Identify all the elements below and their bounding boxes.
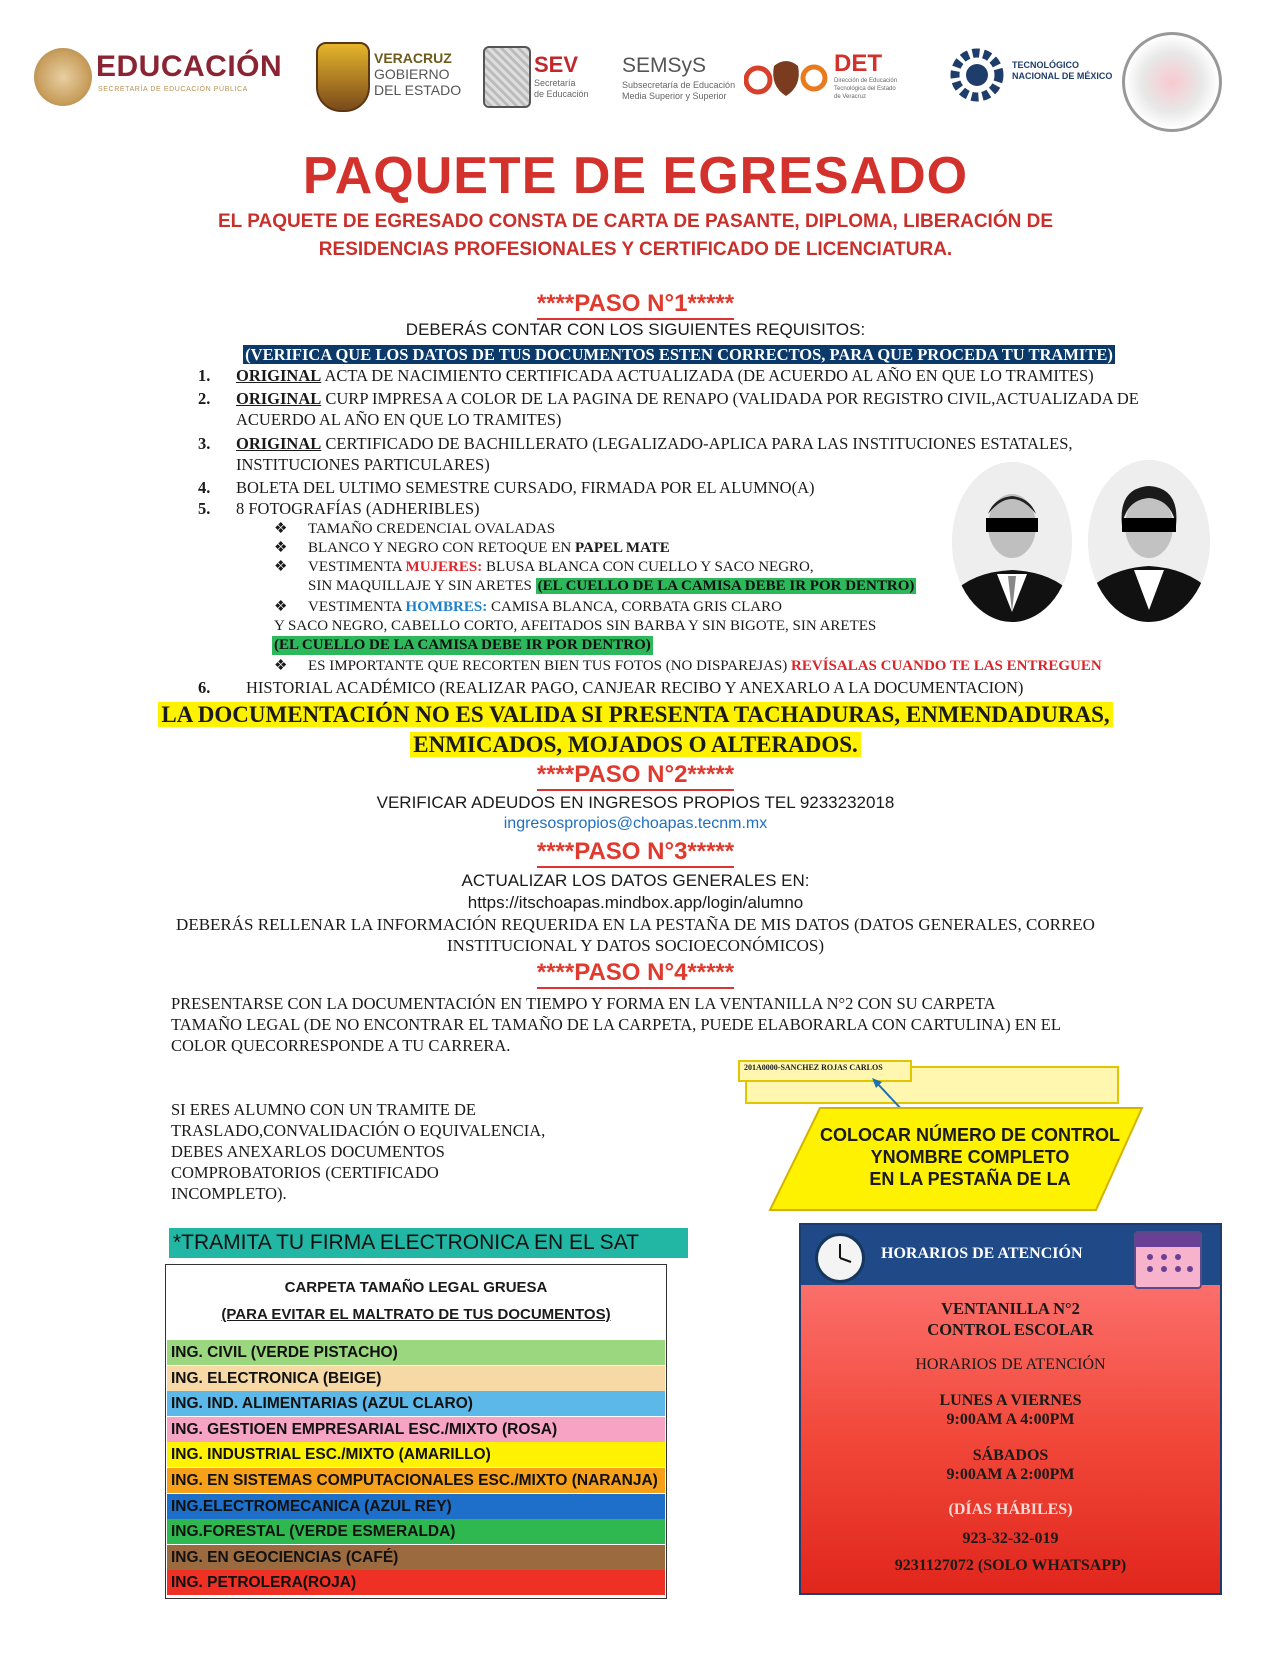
paso2-email-wrap [0,815,1271,833]
det-line3: de Veracruz [834,94,867,100]
schedule-card-header [801,1225,1220,1285]
tecnm-line1: TECNOLÓGICO [1012,60,1079,70]
ventanilla-label: VENTANILLA N°2 [941,1299,1080,1318]
paso4-heading-text: ****PASO N°4***** [537,959,734,989]
det-gears-icon [744,52,828,102]
subtitle-line2: RESIDENCIAS PROFESIONALES Y CERTIFICADO DE LICENCIATURA. [318,239,953,260]
paso1-verify-wrap [182,344,1176,366]
calendar-icon [1134,1231,1202,1289]
det-line2: Tecnológica del Estado [834,86,896,92]
carpeta-row: ING. CIVIL (VERDE PISTACHO) [167,1340,665,1365]
paso3-line1: ACTUALIZAR LOS DATOS GENERALES EN: [461,871,810,890]
carpeta-row: ING. IND. ALIMENTARIAS (AZUL CLARO) [167,1391,665,1416]
carpeta-row: ING. EN GEOCIENCIAS (CAFÉ) [167,1545,665,1570]
requirement-text-4: BOLETA DEL ULTIMO SEMESTRE CURSADO, FIRMADA POR EL ALUMNO(A) [236,478,815,497]
folder-tab-label: 201A0000-SANCHEZ ROJAS CARLOS [744,1063,883,1072]
semsys-title: SEMSyS [622,54,707,77]
diamond-bullet-icon: ❖ [274,540,288,556]
requirement-item-1 [198,366,1188,388]
requirement-strong-3: ORIGINAL [236,434,322,453]
requirement-item-2 [198,389,1188,433]
paso3-heading-text: ****PASO N°3***** [537,838,734,868]
saturday-hours: 9:00AM A 2:00PM [946,1466,1075,1483]
requirement-item-5 [198,499,898,521]
collar-note-women: (EL CUELLO DE LA CAMISA DEBE IR POR DENTRO) [537,578,915,594]
traslado-line1: SI ERES ALUMNO CON UN TRAMITE DE [171,1100,476,1119]
diamond-bullet-icon: ❖ [274,521,288,537]
det-title: DET [834,50,882,77]
weekday-hours: 9:00AM A 4:00PM [946,1411,1075,1428]
paso2-heading [0,761,1271,789]
schedule-horarios: HORARIOS DE ATENCIÓN [915,1356,1106,1373]
schedule-header-title: HORARIOS DE ATENCIÓN [881,1245,1083,1262]
clock-icon [815,1233,865,1283]
traslado-line2: TRASLADO,CONVALIDACIÓN O EQUIVALENCIA, [171,1121,546,1140]
traslado-line4: COMPROBATORIOS (CERTIFICADO [171,1163,439,1182]
paso4-heading [0,959,1271,987]
veracruz-line1: VERACRUZ [374,50,452,66]
paso1-verify-note: (VERIFICA QUE LOS DATOS DE TUS DOCUMENTOS ESTEN CORRECTOS, PARA QUE PROCEDA TU TRAMITE) [245,345,1113,364]
mindbox-url-link[interactable]: https://itschoapas.mindbox.app/login/alumno [467,893,804,912]
carpeta-row: ING. ELECTRONICA (BEIGE) [167,1366,665,1391]
sat-firma-banner: *TRAMITA TU FIRMA ELECTRONICA EN EL SAT [169,1228,688,1258]
subtitle-line1: EL PAQUETE DE EGRESADO CONSTA DE CARTA DE PASANTE, DIPLOMA, LIBERACIÓN DE [218,211,1053,232]
photo-bullet-1 [274,520,974,539]
control-escolar-label: CONTROL ESCOLAR [927,1320,1094,1339]
paso4-line3: COLOR QUECORRESPONDE A TU CARRERA. [171,1036,511,1055]
photo-bullet-1-text: TAMAÑO CREDENCIAL OVALADAS [308,521,556,537]
paso2-heading-text: ****PASO N°2***** [537,761,734,791]
photo-bullet-3 [274,558,974,577]
requirement-text-2: CURP IMPRESA A COLOR DE LA PAGINA DE RENAPO (VALIDADA POR REGISTRO CIVIL,ACTUALIZADA DE [321,389,1139,408]
diamond-bullet-icon: ❖ [274,658,288,674]
photo-bullet-4-line2-text: Y SACO NEGRO, CABELLO CORTO, AFEITADOS SIN BARBA Y SIN BIGOTE, SIN ARETES [274,618,877,634]
tecnm-gear-icon [950,40,1004,110]
folder-line2: YNOMBRE COMPLETO [870,1147,1070,1167]
photo-bullet-2-text: BLANCO Y NEGRO CON RETOQUE EN [308,540,575,556]
requirement-num-6: 6. [198,678,211,697]
photo-bullet-5-red: REVÍSALAS CUANDO TE LAS ENTREGUEN [791,658,1102,674]
its-choapas-seal-icon [1122,32,1222,132]
photo-bullet-4-key: HOMBRES: [405,599,488,615]
educacion-logo-title: EDUCACIÓN [96,50,283,83]
warning-line2: ENMICADOS, MOJADOS O ALTERADOS. [410,732,861,757]
photo-bullet-3-line2-text: SIN MAQUILLAJE Y SIN ARETES [308,578,532,594]
requirement-text-2b: ACUERDO AL AÑO EN QUE LO TRAMITES) [236,410,562,429]
mexico-seal-icon [34,48,92,106]
folder-instructions [760,1124,1180,1190]
schedule-whatsapp: 9231127072 (SOLO WHATSAPP) [894,1557,1127,1574]
paso1-intro: DEBERÁS CONTAR CON LOS SIGUIENTES REQUISITOS: [405,320,866,339]
veracruz-line2: GOBIERNO [374,66,450,82]
requirement-item-6 [198,678,1098,700]
photo-bullet-4-pre: VESTIMENTA [308,599,406,615]
veracruz-line3: DEL ESTADO [374,82,462,98]
warning-line1: LA DOCUMENTACIÓN NO ES VALIDA SI PRESENTA TACHADURAS, ENMENDADURAS, [158,702,1112,727]
folder-line3: EN LA PESTAÑA DE LA [869,1169,1071,1189]
traslado-line5: INCOMPLETO). [171,1184,287,1203]
paso4-line1: PRESENTARSE CON LA DOCUMENTACIÓN EN TIEMPO Y FORMA EN LA VENTANILLA N°2 CON SU CARPETA [171,994,996,1013]
paso3-line4: INSTITUCIONAL Y DATOS SOCIOECONÓMICOS) [447,936,824,955]
requirement-num-5: 5. [198,499,211,518]
traslado-line3: DEBES ANEXARLOS DOCUMENTOS [171,1142,445,1161]
requirement-text-6: HISTORIAL ACADÉMICO (REALIZAR PAGO, CANJEAR RECIBO Y ANEXARLO A LA DOCUMENTACION) [246,678,1024,697]
sev-emblem-icon [483,46,531,108]
photo-bullet-3-key: MUJERES: [405,559,483,575]
requirement-text-1: ACTA DE NACIMIENTO CERTIFICADA ACTUALIZADA (DE ACUERDO AL AÑO EN QUE LO TRAMITES) [321,366,1094,385]
diamond-bullet-icon: ❖ [274,559,288,575]
collar-note-men-wrap [272,636,772,656]
photo-bullet-5 [274,657,1174,676]
paso4-text [171,993,1061,1056]
carpeta-row: ING. PETROLERA(ROJA) [167,1570,665,1595]
requirement-num-2: 2. [198,389,211,408]
paso1-heading-text: ****PASO N°1***** [537,290,734,320]
carpeta-row: ING. EN SISTEMAS COMPUTACIONALES ESC./MIXTO (NARANJA) [167,1468,665,1493]
female-sample-photo [1088,460,1210,622]
paso3-line3: DEBERÁS RELLENAR LA INFORMACIÓN REQUERIDA EN LA PESTAÑA DE MIS DATOS (DATOS GENERALES, CORREO [176,915,1095,934]
saturday-label: SÁBADOS [972,1447,1049,1464]
paso4-line2: TAMAÑO LEGAL (DE NO ENCONTRAR EL TAMAÑO DE LA CARPETA, PUEDE ELABORARLA CON CARTULINA) EN EL [171,1015,1061,1034]
photo-bullet-2-strong: PAPEL MATE [574,540,670,556]
requirement-num-1: 1. [198,366,211,385]
requirement-text-5: 8 FOTOGRAFÍAS (ADHERIBLES) [236,499,480,518]
carpeta-color-table [165,1264,667,1599]
header-logos [28,38,1243,148]
schedule-card [799,1223,1222,1595]
male-sample-photo [952,462,1072,622]
photo-bullet-3-line2 [308,577,948,597]
photo-bullet-4-text: CAMISA BLANCA, CORBATA GRIS CLARO [487,599,782,615]
carpeta-subtitle-wrap [166,1306,666,1323]
paso2-text: VERIFICAR ADEUDOS EN INGRESOS PROPIOS TEL 9233232018 [376,793,895,812]
carpeta-subtitle: (PARA EVITAR EL MALTRATO DE TUS DOCUMENTOS) [221,1306,611,1323]
veracruz-shield-icon [316,42,370,112]
educacion-logo-subtitle: SECRETARÍA DE EDUCACIÓN PÚBLICA [98,86,248,93]
paso3-heading [0,838,1271,866]
photo-bullet-4 [274,598,974,617]
semsys-line2: Media Superior y Superior [622,91,727,101]
carpeta-row: ING. INDUSTRIAL ESC./MIXTO (AMARILLO) [167,1442,665,1467]
carpeta-row: ING. GESTIOEN EMPRESARIAL ESC./MIXTO (ROSA) [167,1417,665,1442]
sev-line1: Secretaría [534,78,576,88]
weekday-label: LUNES A VIERNES [939,1392,1082,1409]
photo-bullet-3-pre: VESTIMENTA [308,559,406,575]
collar-note-men: (EL CUELLO DE LA CAMISA DEBE IR POR DENTRO) [274,637,651,653]
folder-line1: COLOCAR NÚMERO DE CONTROL [820,1125,1120,1145]
ingresos-email-link[interactable]: ingresospropios@choapas.tecnm.mx [503,815,768,832]
requirement-strong-2: ORIGINAL [236,389,322,408]
page-subtitle [150,208,1121,264]
requirement-text-3b: INSTITUCIONES PARTICULARES) [236,455,490,474]
requirement-text-3: CERTIFICADO DE BACHILLERATO (LEGALIZADO-APLICA PARA LAS INSTITUCIONES ESTATALES, [321,434,1073,453]
photo-bullet-4-line2 [274,617,974,636]
page-title: PAQUETE DE EGRESADO [302,147,969,205]
sev-line2: de Educación [534,89,589,99]
requirement-strong-1: ORIGINAL [236,366,322,385]
det-line1: Dirección de Educación [834,78,898,84]
tecnm-line2: NACIONAL DE MÉXICO [1012,71,1113,81]
paso1-heading [0,290,1271,318]
traslado-note [171,1099,545,1204]
requirement-num-4: 4. [198,478,211,497]
requirement-num-3: 3. [198,434,211,453]
sev-title: SEV [534,52,579,77]
carpeta-title: CARPETA TAMAÑO LEGAL GRUESA [284,1279,548,1296]
photo-bullet-5-text: ES IMPORTANTE QUE RECORTEN BIEN TUS FOTOS (NO DISPAREJAS) [308,658,792,674]
semsys-line1: Subsecretaría de Educación [622,80,736,90]
photo-bullet-2 [274,539,974,558]
carpeta-row: ING.FORESTAL (VERDE ESMERALDA) [167,1519,665,1544]
documentation-warning [0,700,1271,760]
photo-bullet-3-text: BLUSA BLANCA CON CUELLO Y SACO NEGRO, [482,559,814,575]
diamond-bullet-icon: ❖ [274,599,288,615]
carpeta-row: ING.ELECTROMECANICA (AZUL REY) [167,1494,665,1519]
dias-habiles: (DÍAS HÁBILES) [948,1501,1073,1518]
schedule-phone: 923-32-32-019 [962,1530,1059,1547]
